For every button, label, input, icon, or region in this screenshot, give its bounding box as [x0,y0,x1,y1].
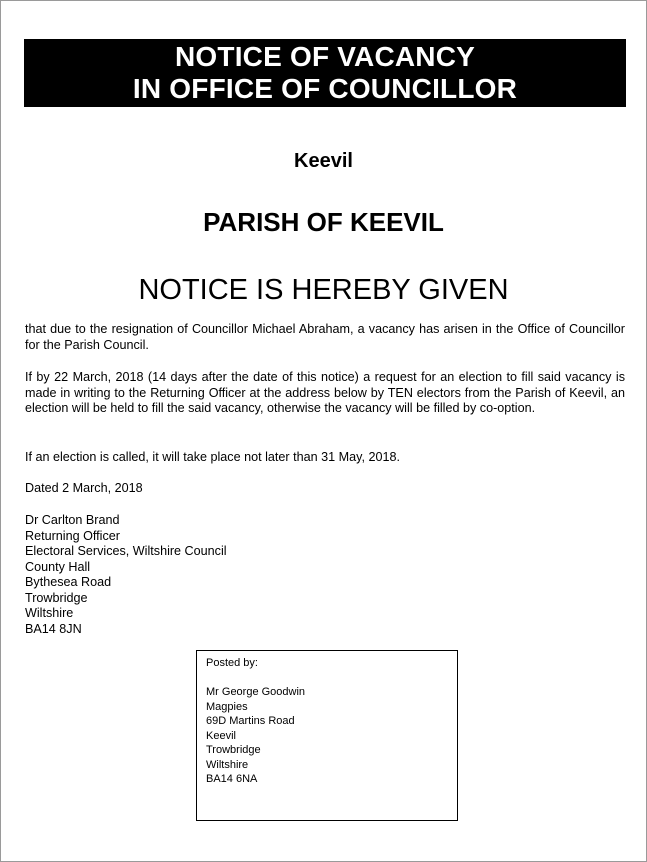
posted-by-line: BA14 6NA [206,773,258,785]
address-line: Wiltshire [25,606,74,620]
posted-by-line: 69D Martins Road [206,715,295,727]
parish-name: Keevil [294,150,353,172]
address-line: Trowbridge [25,590,88,605]
posted-by-label: Posted by: [206,657,258,669]
paragraph-election-request: If by 22 March, 2018 (14 days after the date of this notice) a request for an election to fill said vacancy is made in writing to the Returning Officer at the address below by TEN electors from the Parish of Keevil, an election will be held to fill the said vacancy, otherwise the vacancy will be filled by co-option. [25,370,625,415]
banner-line-2: IN OFFICE OF COUNCILLOR [132,73,518,104]
posted-by-address [206,685,305,787]
paragraph-dated: Dated 2 March, 2018 [25,481,143,495]
posted-by-box [196,650,458,821]
posted-by-line: Keevil [206,729,236,742]
address-line: Bythesea Road [25,575,112,589]
title-banner [24,39,626,107]
banner-line-1: NOTICE OF VACANCY [175,41,475,72]
address-line: BA14 8JN [25,621,82,636]
address-line: Dr Carlton Brand [25,513,120,527]
parish-title: PARISH OF KEEVIL [203,207,444,237]
address-line: Electoral Services, Wiltshire Council [25,544,227,558]
posted-by-line: Mr George Goodwin [206,686,306,698]
posted-by-line: Magpies [206,700,248,713]
paragraph-vacancy: that due to the resignation of Councillor Michael Abraham, a vacancy has arisen in the Office of Councillor for the Parish Council. [25,322,625,352]
posted-by-line: Trowbridge [206,744,261,756]
paragraph-election-date: If an election is called, it will take place not later than 31 May, 2018. [25,450,400,464]
notice-heading: NOTICE IS HEREBY GIVEN [138,274,509,306]
returning-officer-address [25,513,227,637]
address-line: County Hall [25,559,91,574]
posted-by-line: Wiltshire [206,758,249,771]
address-line: Returning Officer [25,528,120,543]
